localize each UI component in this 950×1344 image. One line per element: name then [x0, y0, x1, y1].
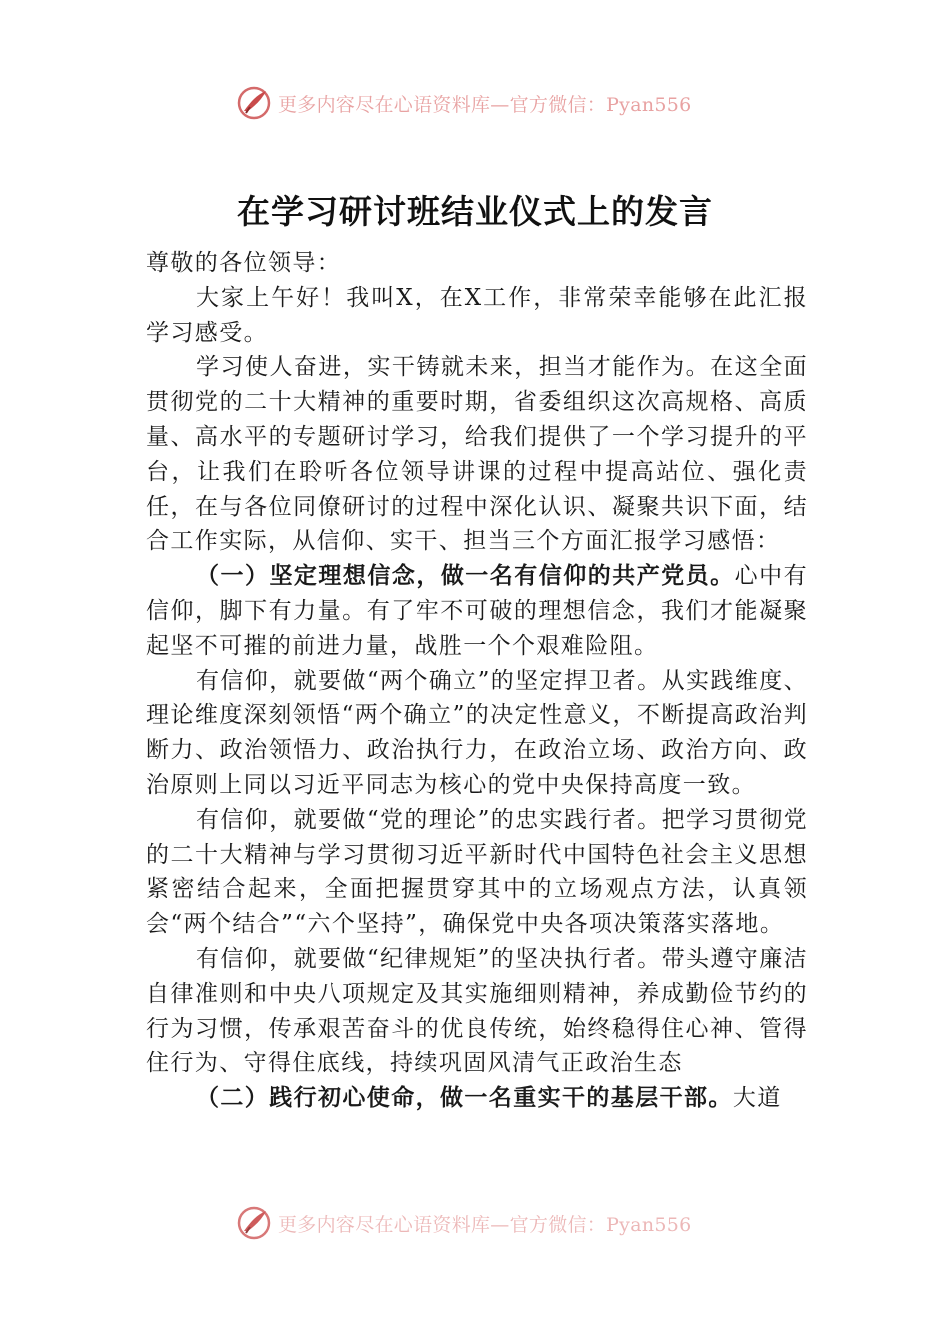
- document-body: [146, 246, 808, 1116]
- section-text: 心中有信仰，脚下有力量。有了牢不可破的理想信念，我们才能凝聚起坚不可摧的前进力量，战胜一个个艰难险阻。: [146, 563, 808, 659]
- section-text: 大道: [732, 1085, 782, 1112]
- quill-logo-icon: [236, 85, 272, 121]
- paragraph: 有信仰，就要做“两个确立”的坚定捍卫者。从实践维度、理论维度深刻领悟“两个确立”的决定性意义，不断提高政治判断力、政治领悟力、政治执行力，在政治立场、政治方向、政治原则上同以习近平同志为核心的党中央保持高度一致。: [146, 667, 808, 798]
- footer-watermark-banner: [236, 1204, 736, 1242]
- watermark-text: 更多内容尽在心语资料库—官方微信：Pyan556: [278, 93, 692, 116]
- section-one: [146, 559, 808, 663]
- section-heading: （二）践行初心使命，做一名重实干的基层干部。: [196, 1084, 733, 1112]
- paragraph: 学习使人奋进，实干铸就未来，担当才能作为。在这全面贯彻党的二十大精神的重要时期，省委组织这次高规格、高质量、高水平的专题研讨学习，给我们提供了一个学习提升的平台，让我们在聆听各位领导讲课的过程中提高站位、强化责任，在与各位同僚研讨的过程中深化认识、凝聚共识下面，结合工作实际，从信仰、实干、担当三个方面汇报学习感悟：: [146, 354, 808, 555]
- paragraph: 有信仰，就要做“党的理论”的忠实践行者。把学习贯彻党的二十大精神与学习贯彻习近平新时代中国特色社会主义思想紧密结合起来，全面把握贯穿其中的立场观点方法，认真领会“两个结合”“六个坚持”，确保党中央各项决策落实落地。: [146, 806, 808, 938]
- section-two: [146, 1081, 808, 1116]
- header-watermark-banner: [236, 84, 736, 122]
- salutation: 尊敬的各位领导：: [146, 250, 342, 276]
- paragraph: 有信仰，就要做“纪律规矩”的坚决执行者。带头遵守廉洁自律准则和中央八项规定及其实施细则精神，养成勤俭节约的行为习惯，传承艰苦奋斗的优良传统，始终稳得住心神、管得住行为、守得住底线，持续巩固风清气正政治生态: [146, 945, 808, 1077]
- watermark-text: 更多内容尽在心语资料库—官方微信：Pyan556: [278, 1213, 692, 1236]
- paragraph: 大家上午好！我叫X，在X工作，非常荣幸能够在此汇报学习感受。: [146, 284, 808, 346]
- section-heading: （一）坚定理想信念，做一名有信仰的共产党员。: [196, 562, 735, 590]
- document-title: 在学习研讨班结业仪式上的发言: [237, 192, 713, 231]
- quill-logo-icon: [236, 1205, 272, 1241]
